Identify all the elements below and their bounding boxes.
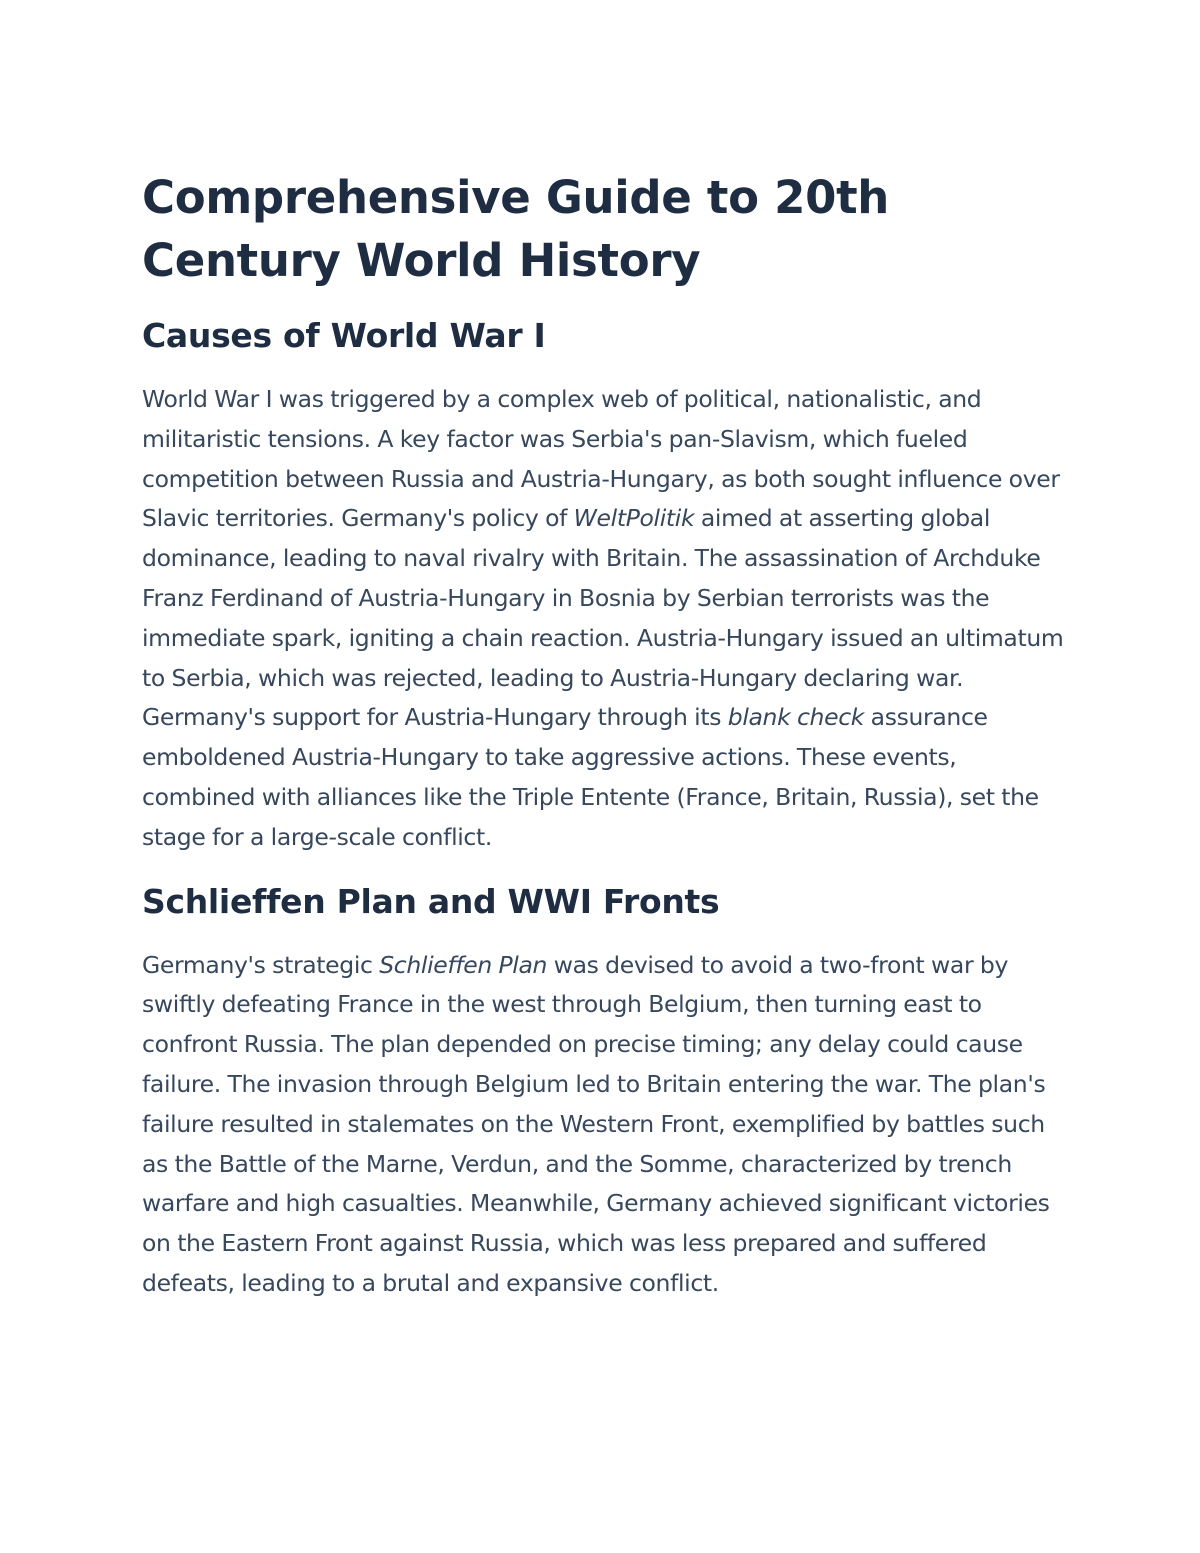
document-title: Comprehensive Guide to 20th Century World History	[142, 171, 890, 287]
paragraph-text: was devised to avoid a two-front war by swiftly defeating France in the west through Belgium, then turning east to confront Russia. The plan depended on precise timing; any delay could cause failure. The invasion through Belgium led to Britain entering the war. The plan's failure resulted in stalemates on the Western Front, exemplified by battles such as the Battle of the Marne, Verdun, and the Somme, characterized by trench warfare and high casualties. Meanwhile, Germany achieved significant victories on the Eastern Front against Russia, which was less prepared and suffered defeats, leading to a brutal and expansive conflict.	[142, 950, 1050, 1297]
section-causes-wwi	[142, 314, 1067, 858]
section-heading: Schlieffen Plan and WWI Fronts	[142, 881, 720, 921]
section-heading: Causes of World War I	[142, 316, 546, 355]
paragraph-text: World War I was triggered by a complex web of political, nationalistic, and militaristic tensions. A key factor was Serbia's pan-Slavism, which fueled competition between Russia and Austria-Hungary, as both sought influence over Slavic territories. Germany's policy of	[142, 385, 1060, 533]
italic-term: blank check	[727, 703, 865, 732]
section-schlieffen-plan	[142, 880, 1067, 1304]
italic-term: Schlieffen Plan	[379, 950, 548, 979]
paragraph-text: Germany's strategic	[142, 950, 380, 979]
section-paragraph	[142, 946, 1067, 1304]
paragraph-text: aimed at asserting global dominance, leading to naval rivalry with Britain. The assassination of Archduke Franz Ferdinand of Austria-Hungary in Bosnia by Serbian terrorists was the immediate spark, igniting a chain reaction. Austria-Hungary issued an ultimatum to Serbia, which was rejected, leading to Austria-Hungary declaring war. Germany's support for Austria-Hungary through its	[142, 504, 1064, 732]
section-paragraph	[142, 380, 1067, 858]
document-page	[142, 166, 1067, 1326]
italic-term: WeltPolitik	[573, 504, 695, 533]
paragraph-text: assurance emboldened Austria-Hungary to take aggressive actions. These events, combined with alliances like the Triple Entente (France, Britain, Russia), set the stage for a large-scale conflict.	[142, 703, 1039, 851]
